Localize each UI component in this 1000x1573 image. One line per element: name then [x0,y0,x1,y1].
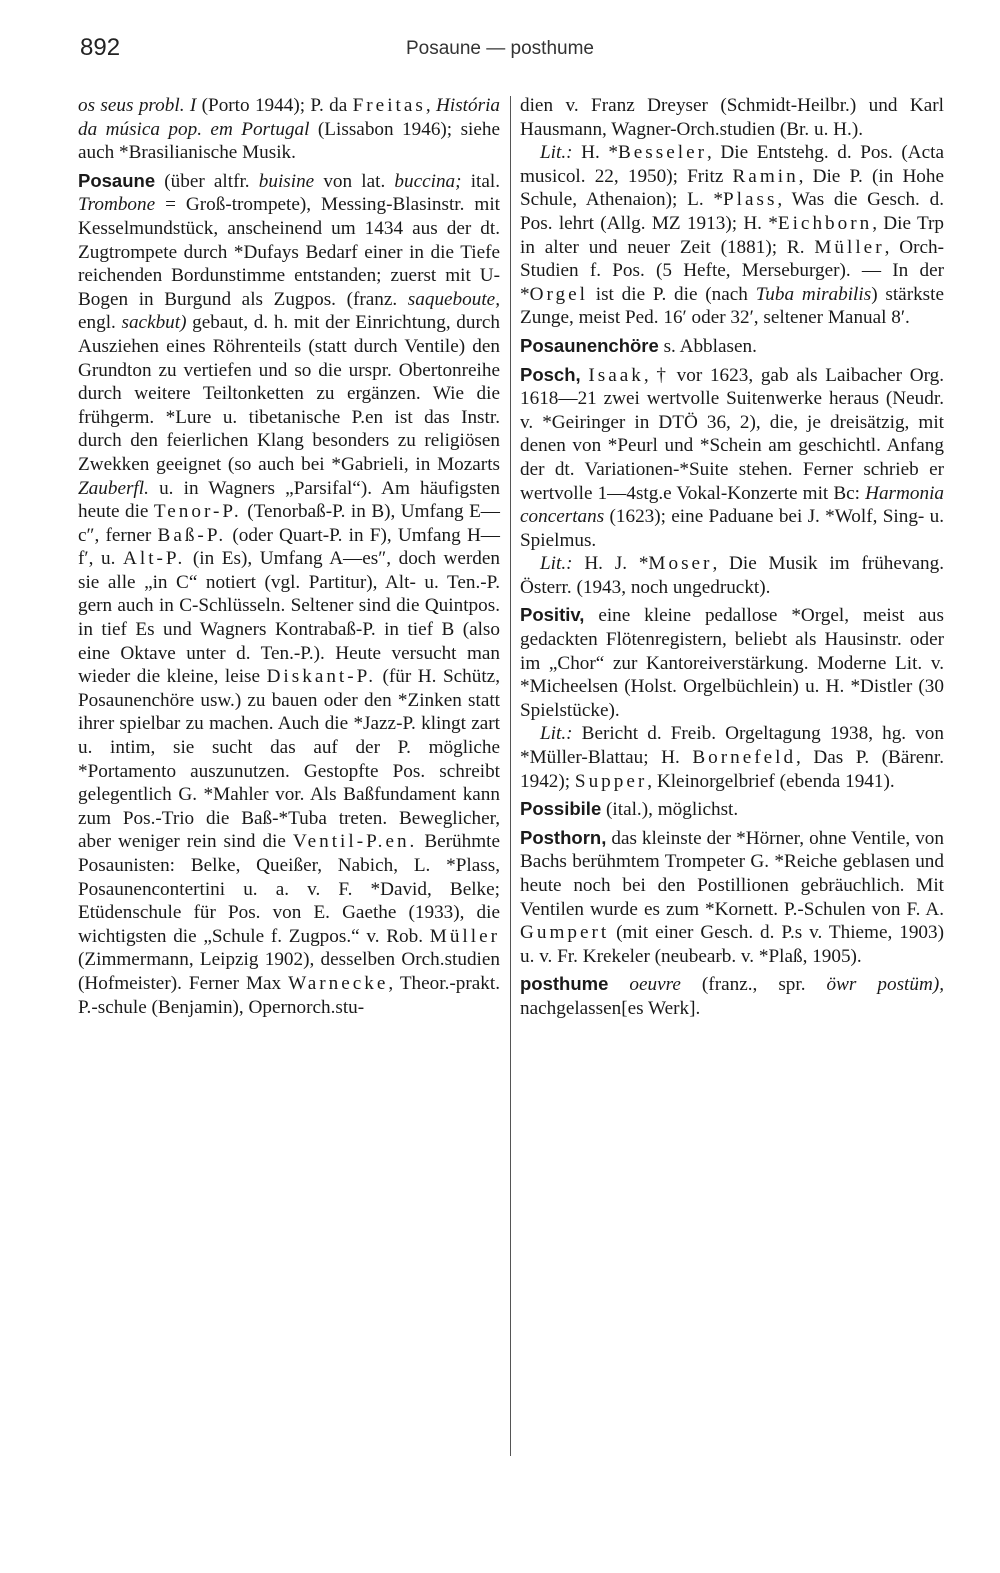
text-run [608,974,629,995]
text-run: = Groß-trompete), Messing-Blasinstr. mit Kesselmundstück, anscheinend um 1434 aus der dt. Zugtrompete durch *Dufays Bedarf einer in die Tiefe reichenden Bordunstimme entstanden; zuerst mit U-Bogen in Burgund als Zugpos. (franz. [78,194,500,310]
page-header [0,0,1000,90]
text-run: Zauberfl. [78,477,149,499]
text-run: Lit.: [540,142,573,164]
text-run: História da música pop. em Portugal [78,95,501,140]
text-run: (ital.), möglichst. [601,799,739,821]
text-run: Orgel [529,283,588,305]
text-run: Tenor-P. [153,501,242,523]
text-run: u. in Wagners „Parsifal“). Am häufigsten heute die [78,477,500,523]
text-run: eine kleine pedallose *Orgel, meist aus gedackten Flötenregistern, beliebt als Hausinstr. oder im „Chor“ zur Kantoreiverstärkung. Moderne Lit. v. *Micheelsen (Holst. Orgelbüchlein) u. H. *Distler (30 Spielstücke). [520,605,944,721]
text-run: (Zimmermann, Leipzig 1902), desselben Orch.studien (Hofmeister). Ferner Max [78,949,500,994]
text-run: Lit.: [540,723,573,745]
text-run: sackbut) [121,312,187,334]
text-run: buisine [258,170,315,192]
text-run: ) stärkste Zunge, meist Ped. 16′ oder 32′, seltener Manual 8′. [520,283,944,329]
text-run: , Die Trp in alter und neuer Zeit (1881); R. [520,212,944,258]
headword: Posaune [78,169,156,191]
text-run: saqueboute, [407,288,500,310]
text-run: ital. [461,170,501,192]
text-run: Besseler [617,142,707,164]
text-run: s. Abblasen. [658,335,757,357]
entry-posch [520,363,944,553]
text-run: (Tenorbaß-P. in B), Umfang E—c″, ferner [78,501,500,546]
text-run: (Lissabon 1946); siehe auch *Brasilianische Musik. [78,118,500,164]
text-run: (1623); eine Paduane bei J. *Wolf, Sing- u. Spielmus. [520,506,944,551]
text-run: , Die Musik im frühevang. Österr. (1943, noch ungedruckt). [520,553,944,598]
text-run: H. J. * [572,553,649,575]
text-run: Eichborn [777,212,873,234]
text-run: Moser [648,553,713,575]
text-run: Lit.: [540,553,573,575]
text-run: von lat. [314,170,395,192]
text-run: gebaut, d. h. mit der Einrichtung, durch Ausziehen eines Röhrenteils (statt durch Ventile) den Grundton zu vertiefen und so die urspr. Obertonreihe durch weitere Teiltonketten zu ergänzen. Wie die frühgerm. *Lure u. tibetanische P.en ist das Instr. durch den feierlichen Klang besonders zu religiösen Zwekken geeignet (so auch bei *Gabrieli, in Mozarts [78,312,500,475]
left-column [78,94,500,1019]
text-run: (oder Quart-P. in F), Umfang H—f′, u. [78,524,500,570]
text-run: Warnecke [288,972,389,994]
text-run: (in Es), Umfang A—es″, doch werden sie alle „in C“ notiert (vgl. Partitur), Alt- u. Ten.-P. gern auch in C-Schlüsseln. Seltener sind die Quintpos. in tief Es und Wagners Kontrabaß-P. in tief B (also eine Oktave unter d. Ten.-P.). Heute versucht man wieder die kleine, leise [78,548,500,688]
text-run: öwr postüm), [826,974,945,996]
text-run: , Die Entstehg. d. Pos. (Acta musicol. 22, 1950); Fritz [520,142,944,187]
text-run: das kleinste der *Hörner, ohne Ventile, von Bachs berühmtem Trompeter G. *Reiche geblasen und heute noch bei den Postillionen gebräuchlich. Mit Ventilen wurde es zum *Kornett. P.-Schulen von F. A. [520,827,944,920]
text-run: , [425,95,437,116]
entry-posthume [520,972,944,1020]
text-run: dien v. Franz Dreyser (Schmidt-Heilbr.) und Karl Hausmann, Wagner-Orch.studien (Br. u. H.). [520,95,944,140]
text-run: (über altfr. [155,170,259,192]
text-run: Alt-P. [123,548,186,570]
running-head: Posaune — posthume [405,38,594,59]
text-run: Ramin [732,165,799,187]
text-run: , Das P. (Bärenr. 1942); [520,747,944,792]
text-run: Gumpert [520,922,610,944]
text-run: Baß-P. [157,524,227,546]
text-run: Tuba mirabilis [755,283,872,305]
text-run: , Theor.-prakt. P.-schule (Benjamin), Opernorch.stu- [78,972,500,1018]
text-run: , Die P. (in Hohe Schule, Athenaion); L. * [520,165,945,211]
text-run: Plass [722,189,778,211]
text-run: H. * [572,142,618,164]
headword: Posch, [520,363,581,385]
text-run: (für H. Schütz, Posaunenchöre usw.) zu bauen oder den *Zinken statt ihrer spielbar zu machen. Auch die *Jazz-P. klingt zart u. intim, sie sucht das auf der P. mögliche *Portamento auszunutzen. Gestopfte Pos. schreibt gelegentlich G. *Mahler vor. Als Baßfundament kann zum Pos.-Trio die Baß-*Tuba treten. Beweglicher, aber weniger rein sind die [78,666,500,853]
text-run: Diskant-P. [266,666,376,688]
column-divider [510,96,511,1456]
text-run: engl. [78,312,122,334]
entry-posaune-literature [520,141,944,330]
text-run: , Was die Gesch. d. Pos. lehrt (Allg. MZ 1913); H. * [520,189,944,234]
headword: posthume [520,973,609,995]
text-run: nachgelassen[es Werk]. [520,997,701,1019]
page-number: 892 [80,34,121,61]
text-run: Müller [429,925,500,947]
entry-positiv-literature [520,722,944,793]
text-run: (mit einer Gesch. d. P.s v. Thieme, 1903) u. v. Fr. Krekeler (neubearb. v. *Plaß, 1905). [520,922,944,967]
headword: Positiv, [520,604,585,626]
text-run: Bornefeld [692,747,797,769]
entry-posaune [78,169,500,1019]
text-run: Ventil-P.en. [292,831,418,853]
text-run: Freitas [352,95,426,116]
text-run: Harmonia concertans [520,482,944,528]
text-run: Bericht d. Freib. Orgeltagung 1938, hg. von *Müller-Blattau; H. [520,723,944,769]
entry-positiv [520,603,944,722]
entry-posch-literature [520,552,944,599]
text-run: Supper [574,770,648,792]
text-run: Berühmte Posaunisten: Belke, Queißer, Nabich, L. *Plass, Posaunencontertini u. a. v. F. *David, Belke; Etüdenschule für Pos. von E. Gaethe (1933), die wichtigsten die „Schule f. Zugpos.“ v. Rob. [78,831,500,947]
entry-posaune-continuation [520,94,944,141]
text-run: , † vor 1623, gab als Laibacher Org. 1618—21 zwei wertvolle Suitenwerke heraus (Neudr. v. *Geiringer in DTÖ 36, 2), die, je dreisätzig, mit denen von *Peurl und *Schein am geschichtl. Anfang der dt. Variationen-*Suite stehen. Ferner schrieb er wertvolle 1—4stg.e Vokal-Konzerte mit Bc: [520,364,944,504]
text-run: , Orch-Studien f. Pos. (5 Hefte, Merseburger). — In der * [520,236,944,305]
text-run: Isaak [588,364,644,386]
text-run: (franz., spr. [680,974,827,996]
text-run: ist die P. die (nach [587,283,756,305]
headword: Possibile [520,798,602,820]
headword: Posaunenchöre [520,334,659,356]
right-column [520,94,944,1021]
text-run: Trombone [78,194,156,216]
entry-posaunenchoere [520,334,944,359]
entry-possibile [520,797,944,822]
text-run: os seus probl. I [78,95,197,116]
text-run: , Kleinorgelbrief (ebenda 1941). [647,770,895,792]
text-run: Müller [814,236,885,258]
text-run: oeuvre [629,974,681,996]
text-run: (Porto 1944); P. da [196,95,353,116]
text-run: buccina; [394,170,462,192]
entry-posthorn [520,826,944,969]
headword: Posthorn, [520,826,607,848]
entry-continuation [78,94,500,165]
